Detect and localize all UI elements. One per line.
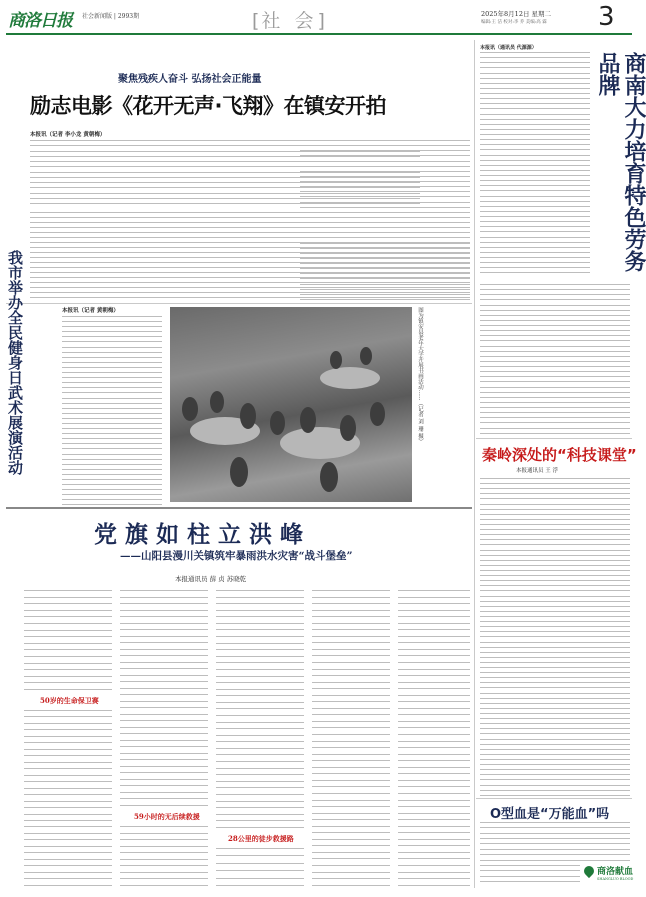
article5-subtitle: ——山阳县漫川关镇筑牢暴雨洪水灾害“战斗堡垒”	[120, 550, 353, 562]
article4-text	[480, 478, 630, 796]
article6-title: O型血是“万能血”吗	[490, 807, 610, 822]
article5-col2	[120, 590, 208, 806]
section-bracket-right: ]	[317, 10, 327, 32]
footer-logo: 商洛献血 SHANGLUO BLOOD	[580, 862, 634, 892]
article5-col1	[24, 590, 112, 690]
article2-title: 我市举办全民健身日武术展演活动	[6, 250, 24, 475]
article3-text-bottom	[480, 284, 630, 434]
masthead-sub: 社会新闻版 | 2993期	[82, 13, 140, 20]
article5-byline: 本报通讯员 薛 贞 苏晓乾	[175, 575, 247, 583]
article5-title: 党旗如柱立洪峰	[94, 522, 311, 548]
section-label: [社 会]	[252, 10, 327, 32]
article2-byline: 本报讯（记者 黄朝梅）	[62, 308, 119, 314]
divider-article1	[6, 303, 472, 304]
issue-editors: 编辑:王 洁 校对:李 乔 美编:高 霖	[481, 20, 547, 25]
article1-kicker: 聚焦残疾人奋斗 弘扬社会正能量	[118, 74, 262, 85]
article5-col3b	[216, 848, 304, 886]
article3-text-left	[480, 52, 590, 274]
masthead-logo: 商洛日报	[8, 11, 72, 31]
article1-byline: 本报讯（记者 李小龙 黄朝梅）	[30, 132, 106, 138]
article5-col1b	[24, 710, 112, 886]
article5-col3	[216, 590, 304, 828]
section-bracket-left: [	[252, 10, 262, 32]
page-number: 3	[598, 2, 615, 32]
article4-title: 秦岭深处的“科技课堂”	[482, 446, 637, 464]
issue-date: 2025年8月12日 星期二	[481, 10, 552, 18]
article3-title: 商南大力培育特色劳务品牌	[595, 52, 646, 272]
article5-subhead-3: 28公里的徒步救援路	[228, 834, 294, 843]
photo-seniors-activity	[170, 307, 412, 502]
photo1-caption: 图为镇安县老年大学开展书画活动……（记者 刘 珊 摄）	[417, 307, 423, 445]
article1-right-text	[300, 140, 470, 300]
article5-subhead-1: 50岁的生命保卫赛	[40, 696, 99, 705]
article5-col4	[312, 590, 390, 886]
article5-subhead-2: 59小时的无后续救援	[134, 812, 200, 821]
article1-title: 励志电影《花开无声·飞翔》在镇安开拍	[30, 94, 386, 118]
right-column-rule	[474, 40, 475, 888]
article5-col5	[398, 590, 470, 886]
masthead-rule	[6, 33, 632, 35]
article2-text-col2	[105, 316, 162, 506]
article3-byline: 本报讯（通讯员 代源源）	[480, 45, 537, 51]
blood-drop-icon	[582, 864, 596, 878]
article5-col2b	[120, 826, 208, 886]
divider-article4	[476, 798, 632, 799]
divider-photo1	[6, 507, 472, 509]
divider-article3	[476, 438, 632, 439]
article4-byline: 本报通讯员 王 浮	[516, 468, 558, 474]
